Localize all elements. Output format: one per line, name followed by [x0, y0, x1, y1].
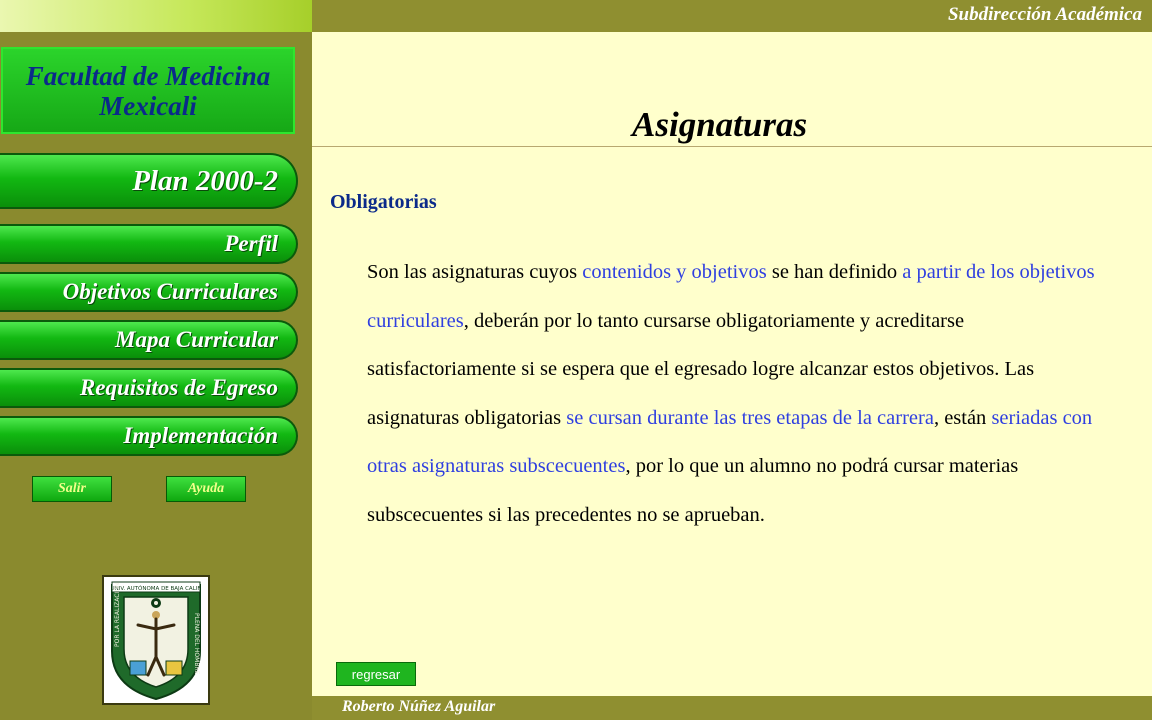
link-tres-etapas[interactable]: se cursan durante las tres etapas de la carrera	[566, 406, 934, 429]
plan-label: Plan 2000-2	[132, 164, 278, 197]
faculty-campus: Mexicali	[99, 90, 197, 121]
link-contenidos-objetivos[interactable]: contenidos y objetivos	[582, 261, 767, 283]
para-text: , deberán por lo tanto cursarse obligatoriamente y acreditarse satisfactoriamente si se espera que el egresado logre alcanzar estos objetivos. Las asignaturas obligatorias	[367, 309, 1035, 429]
link-seriadas[interactable]: seriadas con otras asignaturas subscecuentes	[367, 406, 1093, 477]
nav-objetivos-curriculares[interactable]	[0, 272, 298, 312]
seal-emblem-icon	[104, 577, 208, 703]
nav-mapa-curricular[interactable]	[0, 320, 298, 360]
plan-button[interactable]	[0, 153, 298, 209]
seal-motto-right: PLENA DEL HOMBRE	[193, 613, 200, 675]
ayuda-label: Ayuda	[187, 481, 225, 496]
footer-bar	[312, 696, 1152, 720]
para-text: , por lo que un alumno no podrá cursar materias subscecuentes si las precedentes no se aprueban.	[367, 455, 1019, 526]
salir-label: Salir	[57, 481, 86, 496]
top-bar	[0, 0, 1152, 32]
link-objetivos-curriculares[interactable]: a partir de los objetivos curriculares	[367, 261, 1095, 332]
para-text: se han definido	[766, 261, 903, 283]
back-button[interactable]	[336, 662, 416, 686]
author-name: Roberto Núñez Aguilar	[342, 698, 496, 715]
nav-requisitos-label: Requisitos de Egreso	[79, 375, 278, 400]
content-panel	[312, 32, 1152, 696]
title-divider	[312, 146, 1152, 147]
nav-requisitos-egreso[interactable]	[0, 368, 298, 408]
nav-perfil[interactable]	[0, 224, 298, 264]
section-heading: Obligatorias	[330, 191, 437, 213]
back-label: regresar	[351, 666, 401, 682]
nav-implementacion[interactable]	[0, 416, 298, 456]
nav-perfil-label: Perfil	[224, 231, 278, 256]
para-text: Son las asignaturas cuyos	[367, 261, 583, 283]
para-text: , están	[933, 406, 992, 429]
salir-button[interactable]	[32, 476, 112, 502]
seal-top-text: UNIV. AUTÓNOMA DE BAJA CALIF.	[110, 586, 202, 592]
ayuda-button[interactable]	[166, 476, 246, 502]
faculty-banner	[1, 47, 295, 134]
page-title: Asignaturas	[632, 105, 808, 144]
nav-implementacion-label: Implementación	[123, 423, 278, 448]
nav-objetivos-label: Objetivos Curriculares	[62, 279, 278, 304]
top-bar-band	[312, 0, 1152, 32]
faculty-name: Facultad de Medicina	[25, 60, 271, 91]
description-paragraph	[367, 248, 1117, 539]
nav-mapa-label: Mapa Curricular	[115, 327, 278, 352]
university-seal	[102, 575, 210, 705]
top-bar-accent	[0, 0, 312, 32]
header-title: Subdirección Académica	[947, 4, 1142, 25]
seal-motto-left: POR LA REALIZACIÓN	[114, 582, 121, 647]
